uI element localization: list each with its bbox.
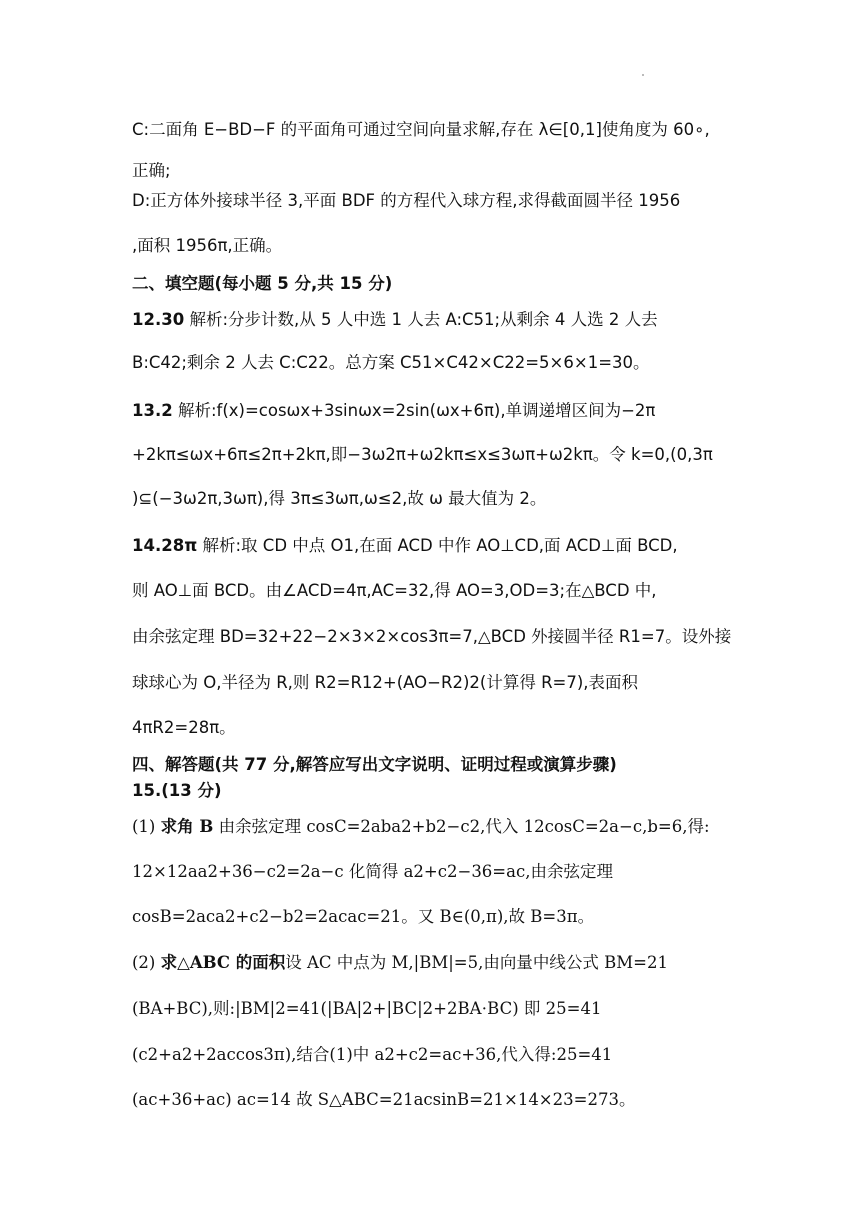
q14-line-2: 则 AO⊥面 BCD。由∠ACD=4π,AC=32,得 AO=3,OD=3;在△BCD 中,: [132, 581, 657, 600]
scan-speck: [642, 74, 644, 76]
q14-line-5: 4πR2=28π。: [132, 718, 236, 737]
option-d-verdict: ,面积 1956π,正确。: [132, 236, 283, 255]
part2-line-4: (ac+36+ac) ac=14 故 S△ABC=21acsinB=21×14×23=273。: [132, 1090, 636, 1109]
q12-number: 12.30: [132, 310, 185, 329]
q13-number: 13.2: [132, 401, 173, 420]
part1-title: 求角 B: [160, 817, 214, 836]
q13-line-2: +2kπ≤ωx+6π≤2π+2kπ,即−3ω2π+ω2kπ≤x≤3ωπ+ω2kπ。令 k=0,(0,3π: [132, 445, 713, 464]
part1-line-1: [132, 816, 710, 838]
part1-label: (1): [132, 817, 156, 836]
part2-line-3: (c2+a2+2accos3π),结合(1)中 a2+c2=ac+36,代入得:25=41: [132, 1045, 613, 1064]
part2-label: (2): [132, 953, 156, 972]
q12-line-1: [132, 309, 658, 331]
q15-heading: 15.(13 分): [132, 781, 222, 800]
q13-line-3: )⊆(−3ω2π,3ωπ),得 3π≤3ωπ,ω≤2,故 ω 最大值为 2。: [132, 489, 547, 508]
q12-line-2: B:C42;剩余 2 人去 C:C22。总方案 C51×C42×C22=5×6×1=30。: [132, 353, 650, 372]
part2-title: 求△ABC 的面积: [160, 953, 286, 972]
q14-line-1: [132, 535, 678, 557]
q12-text-1: 解析:分步计数,从 5 人中选 1 人去 A:C51;从剩余 4 人选 2 人去: [184, 310, 658, 329]
q14-number: 14.28π: [132, 536, 198, 555]
q14-text-1: 解析:取 CD 中点 O1,在面 ACD 中作 AO⊥CD,面 ACD⊥面 BCD,: [197, 536, 678, 555]
q13-text-1: 解析:f(x)=cosωx+3sinωx=2sin(ωx+6π),单调递增区间为−2π: [172, 401, 656, 420]
part1-line-3: cosB=2aca2+c2−b2=2acac=21。又 B∈(0,π),故 B=3π。: [132, 907, 595, 926]
part1-text-1: 由余弦定理 cosC=2aba2+b2−c2,代入 12cosC=2a−c,b=6,得:: [213, 817, 710, 836]
q13-line-1: [132, 400, 655, 422]
section-answer-heading: 四、解答题(共 77 分,解答应写出文字说明、证明过程或演算步骤): [132, 755, 617, 774]
part2-line-1: [132, 952, 668, 974]
part2-line-2: (BA+BC),则:|BM|2=41(|BA|2+|BC|2+2BA⋅BC) 即 25=41: [132, 999, 602, 1018]
option-c-line: C:二面角 E−BD−F 的平面角可通过空间向量求解,存在 λ∈[0,1]使角度为 60∘,: [132, 120, 710, 139]
part1-line-2: 12×12aa2+36−c2=2a−c 化简得 a2+c2−36=ac,由余弦定理: [132, 862, 613, 881]
part2-text-1: 设 AC 中点为 M,|BM|=5,由向量中线公式 BM=21: [285, 953, 668, 972]
q14-line-3: 由余弦定理 BD=32+22−2×3×2×cos3π=7,△BCD 外接圆半径 R1=7。设外接: [132, 627, 732, 646]
option-d-line: D:正方体外接球半径 3,平面 BDF 的方程代入球方程,求得截面圆半径 1956: [132, 191, 681, 210]
q14-line-4: 球球心为 O,半径为 R,则 R2=R12+(AO−R2)2(计算得 R=7),表面积: [132, 673, 639, 692]
section-fill-in-heading: 二、填空题(每小题 5 分,共 15 分): [132, 274, 393, 293]
option-c-verdict: 正确;: [132, 161, 171, 180]
